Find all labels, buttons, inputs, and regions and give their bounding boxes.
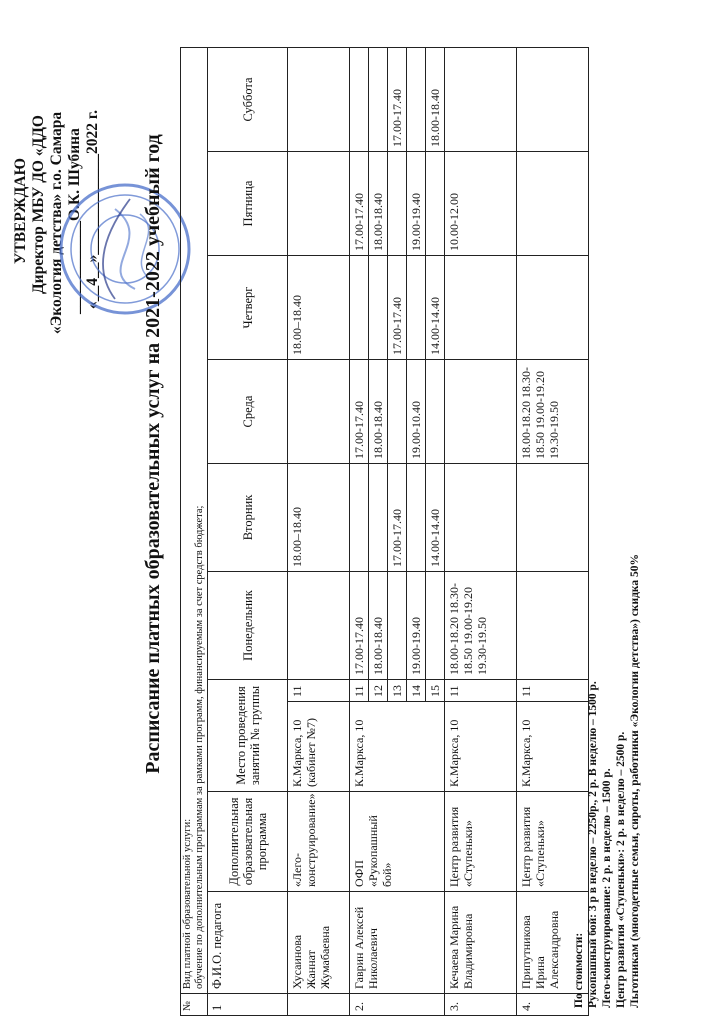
cell-group: 11 (350, 680, 369, 702)
cell-sat: 17.00-17.40 (388, 47, 407, 151)
cell-fio: Припутникова Ирина Александровна (517, 892, 589, 994)
approval-line-4: ____________О.К. Шубина (66, 128, 83, 314)
cell-thu (407, 256, 426, 360)
cell-thu (517, 256, 589, 360)
cell-group: 13 (388, 680, 407, 702)
approval-line-2: Директор МБУ ДО «ДДО (30, 115, 47, 294)
header-place: Место проведения занятий № группы (208, 680, 288, 792)
table-row (350, 47, 369, 1015)
cell-sat: 18.00-18.40 (426, 47, 445, 151)
cell-thu: 14.00-14.40 (426, 256, 445, 360)
service-type-cell (181, 47, 208, 993)
note-heading: По стоимости: (573, 932, 585, 1008)
cell-mon: 18.00-18.20 18.30-18.50 19.00-19.20 19.30-19.50 (445, 572, 517, 680)
cell-group: 15 (426, 680, 445, 702)
cell-wed: 17.00-17.40 (350, 360, 369, 464)
cell-thu (350, 256, 369, 360)
cell-thu (369, 256, 388, 360)
cell-sat (288, 47, 350, 151)
cell-fri (388, 152, 407, 256)
cell-wed: 19.00-10.40 (407, 360, 426, 464)
note-line: Рукопашный бой: 3 р в неделю – 2250р., 2 р. В неделю – 1500 р. (587, 681, 599, 1008)
schedule-table (180, 47, 589, 1016)
cell-fri: 19.00-19.40 (407, 152, 426, 256)
cell-sat (350, 47, 369, 151)
cell-thu (445, 256, 517, 360)
cell-group: 11 (517, 680, 589, 702)
cell-tue (407, 464, 426, 572)
cell-fio: Гаврин Алексей Николаевич (350, 892, 445, 994)
cell-sat (445, 47, 517, 151)
cell-sat (407, 47, 426, 151)
cell-wed (426, 360, 445, 464)
approval-line-1: УТВЕРЖДАЮ (12, 158, 29, 264)
header-mon: Понедельник (208, 572, 288, 680)
page-title: Расписание платных образовательных услуг на 2021-2022 учебный год (142, 134, 164, 774)
cell-thu: 18.00–18.40 (288, 256, 350, 360)
cell-num: 2. (350, 994, 445, 1016)
cell-group: 11 (445, 680, 517, 702)
table-row (445, 47, 517, 1015)
cell-mon: 19.00-19.40 (407, 572, 426, 680)
cell-place: К.Маркса, 10 (517, 702, 589, 792)
note-line: Льготникам (многодетные семьи, сироты, работники «Экологии детства») скидка 50% (629, 554, 641, 1008)
header-thu: Четверг (208, 256, 288, 360)
cell-thu: 17.00-17.40 (388, 256, 407, 360)
header-fri: Пятница (208, 152, 288, 256)
official-seal-icon (55, 179, 195, 319)
cell-mon (388, 572, 407, 680)
cell-sat (517, 47, 589, 151)
service-type-line-1: Вид платной образовательной услуги: (182, 818, 193, 989)
cell-place: К.Маркса, 10 (350, 702, 445, 792)
cell-tue: 18.00–18.40 (288, 464, 350, 572)
header-fio: Ф.И.О. педагога (208, 892, 288, 994)
cell-wed (288, 360, 350, 464)
header-num: 1 (208, 994, 288, 1016)
cell-tue: 14.00-14.40 (426, 464, 445, 572)
cell-num (288, 994, 350, 1016)
cell-wed (445, 360, 517, 464)
header-program: Дополнительная образовательная программа (208, 792, 288, 892)
cell-place: К.Маркса, 10 (445, 702, 517, 792)
cell-place: К.Маркса, 10 (кабинет №7) (288, 702, 350, 792)
cell-program: ОФП «Рукопашный бой» (350, 792, 445, 892)
cell-fio: Кечаева Марина Владимировна (445, 892, 517, 994)
cell-num: 4. (517, 994, 589, 1016)
cell-fri (426, 152, 445, 256)
cell-tue (369, 464, 388, 572)
cell-mon: 18.00-18.40 (369, 572, 388, 680)
cell-group: 12 (369, 680, 388, 702)
cell-mon (426, 572, 445, 680)
cell-mon (288, 572, 350, 680)
cell-wed: 18.00-18.20 18.30-18.50 19.00-19.20 19.30-19.50 (517, 360, 589, 464)
approval-line-3: «Экология детства» г.о. Самара (48, 111, 65, 334)
corner-cell: № (181, 994, 208, 1016)
service-type-row (181, 47, 208, 1015)
service-type-line-2: обучение по дополнительным программам за рамками программ, финансируемым за счет средств бюджета; (194, 505, 205, 989)
cell-tue (445, 464, 517, 572)
cell-group: 14 (407, 680, 426, 702)
cell-fri: 18.00-18.40 (369, 152, 388, 256)
cell-fio: Хусаинова Жаннат Жумабаевна (288, 892, 350, 994)
cell-fri (288, 152, 350, 256)
cell-fri (517, 152, 589, 256)
table-row (288, 47, 350, 1015)
note-line: Лего-конструирование: 2 р. в неделю – 1500 р. (601, 768, 613, 1008)
price-notes (572, 554, 642, 1008)
note-line: Центр развития «Ступеньки»: 2 р. в неделю – 2500 р. (615, 731, 627, 1008)
cell-program: «Лего-конструирование» (288, 792, 350, 892)
cell-program: Центр развития «Ступеньки» (517, 792, 589, 892)
cell-program: Центр развития «Ступеньки» (445, 792, 517, 892)
cell-group: 11 (288, 680, 350, 702)
cell-tue: 17.00-17.40 (388, 464, 407, 572)
cell-sat (369, 47, 388, 151)
cell-tue (350, 464, 369, 572)
cell-num: 3. (445, 994, 517, 1016)
cell-wed (388, 360, 407, 464)
header-sat: Суббота (208, 47, 288, 151)
cell-wed: 18.00-18.40 (369, 360, 388, 464)
header-tue: Вторник (208, 464, 288, 572)
header-row (208, 47, 288, 1015)
cell-fri: 17.00-17.40 (350, 152, 369, 256)
header-wed: Среда (208, 360, 288, 464)
approval-line-5: «__4__»_____________2022 г. (84, 109, 101, 309)
cell-mon: 17.00-17.40 (350, 572, 369, 680)
cell-fri: 10.00-12.00 (445, 152, 517, 256)
